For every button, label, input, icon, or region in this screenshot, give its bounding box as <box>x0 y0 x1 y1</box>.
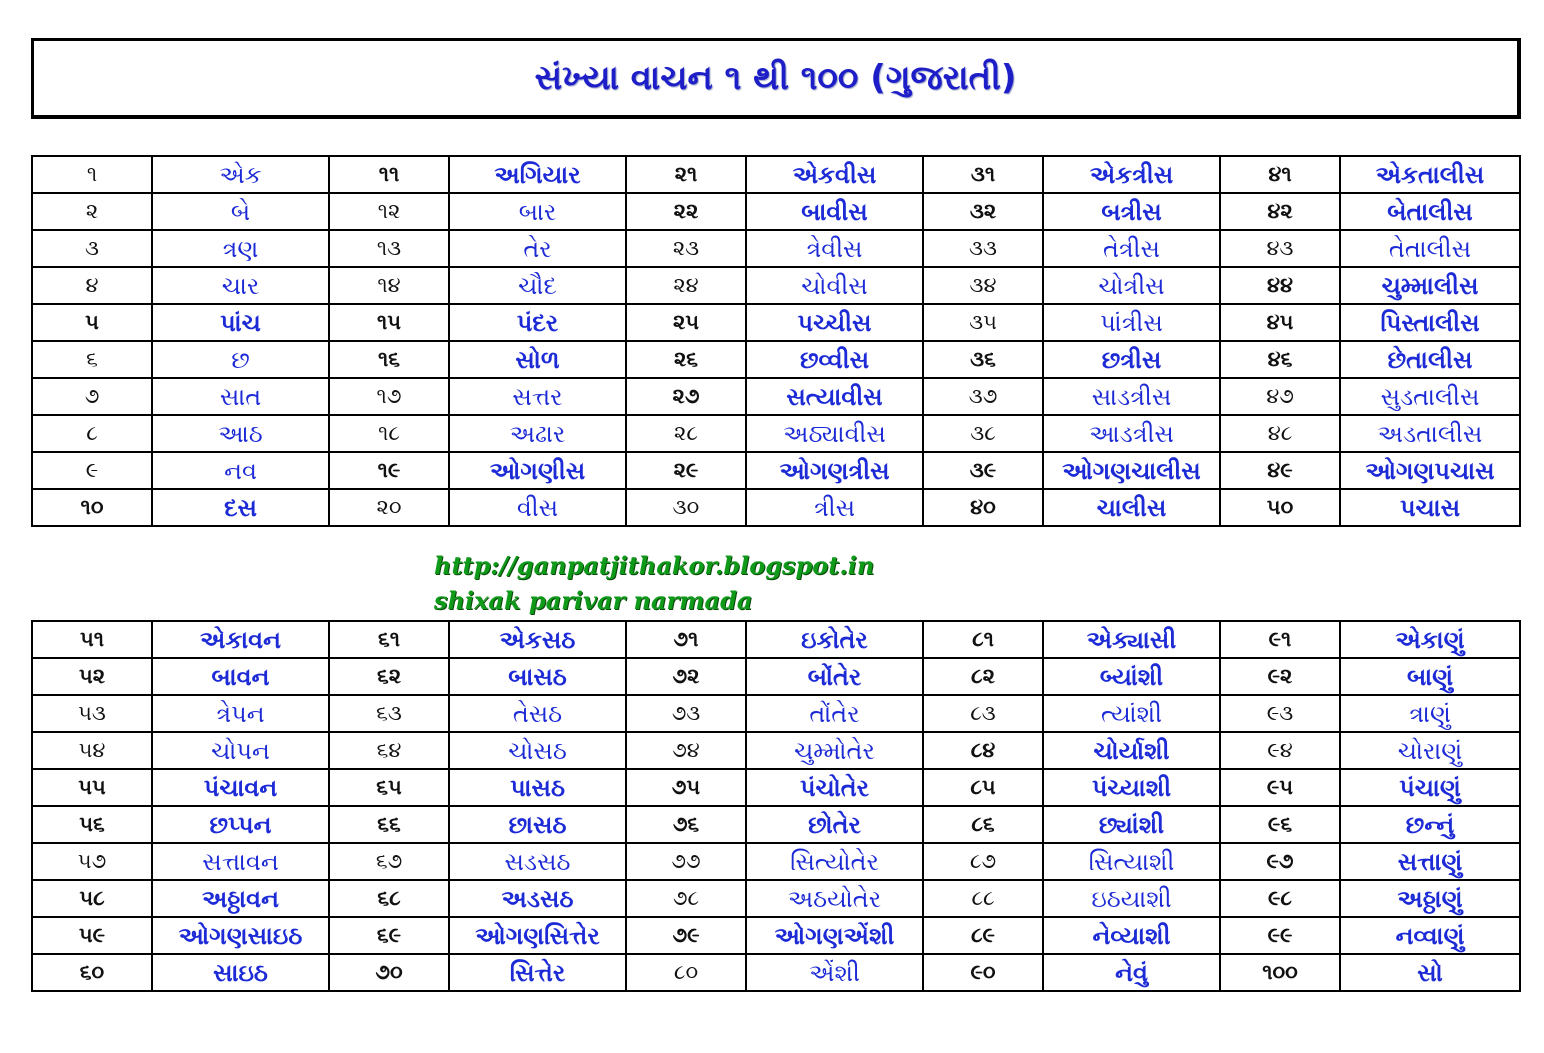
number-cell: ૬ <box>32 341 152 378</box>
number-cell: ૫૫ <box>32 769 152 806</box>
word-cell: પંચાવન <box>152 769 329 806</box>
word-cell: બાવન <box>152 658 329 695</box>
word-cell: પાંત્રીસ <box>1043 304 1220 341</box>
number-cell: ૬૫ <box>329 769 449 806</box>
word-cell: સુડતાલીસ <box>1340 378 1520 415</box>
number-cell: ૭૭ <box>626 843 746 880</box>
word-cell: પંચ્યાશી <box>1043 769 1220 806</box>
table-row <box>32 193 1520 230</box>
table-row <box>32 880 1520 917</box>
number-cell: ૨૨ <box>626 193 746 230</box>
number-cell: ૧૩ <box>329 230 449 267</box>
word-cell: છપ્પન <box>152 806 329 843</box>
number-cell: ૭૪ <box>626 732 746 769</box>
word-cell: પંચાણું <box>1340 769 1520 806</box>
word-cell: છ્યાંશી <box>1043 806 1220 843</box>
number-cell: ૨૦ <box>329 489 449 526</box>
number-cell: ૭૦ <box>329 954 449 991</box>
number-cell: ૭૨ <box>626 658 746 695</box>
table-body <box>32 621 1520 991</box>
table-row <box>32 267 1520 304</box>
number-cell: ૧૦ <box>32 489 152 526</box>
word-cell: સત્યાવીસ <box>746 378 923 415</box>
word-cell: છાસઠ <box>449 806 626 843</box>
number-cell: ૩૬ <box>923 341 1043 378</box>
number-cell: ૮૩ <box>923 695 1043 732</box>
word-cell: બાવીસ <box>746 193 923 230</box>
number-cell: ૫૨ <box>32 658 152 695</box>
word-cell: અઠયોતેર <box>746 880 923 917</box>
page-title: સંખ્યા વાચન ૧ થી ૧૦૦ (ગુજરાતી) <box>534 58 1017 98</box>
number-cell: ૯૭ <box>1220 843 1340 880</box>
word-cell: સો <box>1340 954 1520 991</box>
table-row <box>32 415 1520 452</box>
word-cell: પચ્ચીસ <box>746 304 923 341</box>
word-cell: ત્રેપન <box>152 695 329 732</box>
number-cell: ૯૮ <box>1220 880 1340 917</box>
word-cell: સિત્યાશી <box>1043 843 1220 880</box>
word-cell: ચાલીસ <box>1043 489 1220 526</box>
table-row <box>32 489 1520 526</box>
word-cell: પિસ્તાલીસ <box>1340 304 1520 341</box>
word-cell: બ્યાંશી <box>1043 658 1220 695</box>
table-row <box>32 732 1520 769</box>
word-cell: ચોત્રીસ <box>1043 267 1220 304</box>
number-cell: ૭૧ <box>626 621 746 658</box>
number-cell: ૫૧ <box>32 621 152 658</box>
table-row <box>32 378 1520 415</box>
number-cell: ૮૬ <box>923 806 1043 843</box>
title-box <box>31 38 1521 119</box>
number-cell: ૮૨ <box>923 658 1043 695</box>
number-cell: ૩ <box>32 230 152 267</box>
number-cell: ૮૧ <box>923 621 1043 658</box>
number-cell: ૬૯ <box>329 917 449 954</box>
number-cell: ૨૭ <box>626 378 746 415</box>
word-cell: ચુમ્માલીસ <box>1340 267 1520 304</box>
word-cell: ઇકોતેર <box>746 621 923 658</box>
number-cell: ૩૨ <box>923 193 1043 230</box>
table-row <box>32 843 1520 880</box>
number-cell: ૨ <box>32 193 152 230</box>
number-cell: ૮૫ <box>923 769 1043 806</box>
word-cell: સાત <box>152 378 329 415</box>
table-row <box>32 806 1520 843</box>
number-cell: ૬૩ <box>329 695 449 732</box>
word-cell: ઓગણચાલીસ <box>1043 452 1220 489</box>
number-cell: ૧૦૦ <box>1220 954 1340 991</box>
number-cell: ૧ <box>32 156 152 193</box>
word-cell: ચુમ્મોતેર <box>746 732 923 769</box>
number-cell: ૯૬ <box>1220 806 1340 843</box>
word-cell: ચોવીસ <box>746 267 923 304</box>
number-cell: ૬૭ <box>329 843 449 880</box>
word-cell: ત્રણ <box>152 230 329 267</box>
number-cell: ૩૧ <box>923 156 1043 193</box>
word-cell: તેત્રીસ <box>1043 230 1220 267</box>
word-cell: અગિયાર <box>449 156 626 193</box>
number-cell: ૯૧ <box>1220 621 1340 658</box>
word-cell: છેતાલીસ <box>1340 341 1520 378</box>
number-cell: ૧૪ <box>329 267 449 304</box>
number-cell: ૪૪ <box>1220 267 1340 304</box>
word-cell: પચાસ <box>1340 489 1520 526</box>
word-cell: દસ <box>152 489 329 526</box>
word-cell: આઠ <box>152 415 329 452</box>
number-cell: ૧૧ <box>329 156 449 193</box>
word-cell: એકત્રીસ <box>1043 156 1220 193</box>
word-cell: ઓગણસિત્તેર <box>449 917 626 954</box>
credit-text: shixak parivar narmada <box>434 586 753 615</box>
word-cell: ચોર્યાશી <box>1043 732 1220 769</box>
word-cell: ઓગણસાઇઠ <box>152 917 329 954</box>
word-cell: ઇઠયાશી <box>1043 880 1220 917</box>
word-cell: એક્યાસી <box>1043 621 1220 658</box>
number-cell: ૪૧ <box>1220 156 1340 193</box>
number-cell: ૧૭ <box>329 378 449 415</box>
table-row <box>32 658 1520 695</box>
word-cell: અઠ્ઠાવન <box>152 880 329 917</box>
word-cell: છ <box>152 341 329 378</box>
number-cell: ૨૬ <box>626 341 746 378</box>
word-cell: છત્રીસ <box>1043 341 1220 378</box>
number-cell: ૩૪ <box>923 267 1043 304</box>
word-cell: બાર <box>449 193 626 230</box>
number-cell: ૭૬ <box>626 806 746 843</box>
word-cell: એંશી <box>746 954 923 991</box>
word-cell: એકાણું <box>1340 621 1520 658</box>
number-cell: ૫૯ <box>32 917 152 954</box>
numbers-table-51-to-100 <box>31 620 1521 992</box>
number-cell: ૮ <box>32 415 152 452</box>
word-cell: સોળ <box>449 341 626 378</box>
word-cell: ત્યાંશી <box>1043 695 1220 732</box>
number-cell: ૨૮ <box>626 415 746 452</box>
word-cell: ત્રેવીસ <box>746 230 923 267</box>
number-cell: ૫૮ <box>32 880 152 917</box>
number-cell: ૮૦ <box>626 954 746 991</box>
word-cell: ચોરાણું <box>1340 732 1520 769</box>
word-cell: નેવું <box>1043 954 1220 991</box>
numbers-table-1-to-50 <box>31 155 1521 527</box>
number-cell: ૫ <box>32 304 152 341</box>
number-cell: ૪૦ <box>923 489 1043 526</box>
table-row <box>32 156 1520 193</box>
word-cell: ત્રાણું <box>1340 695 1520 732</box>
number-cell: ૯૦ <box>923 954 1043 991</box>
word-cell: સિત્યોતેર <box>746 843 923 880</box>
word-cell: તોંતેર <box>746 695 923 732</box>
word-cell: ચૌદ <box>449 267 626 304</box>
word-cell: બાસઠ <box>449 658 626 695</box>
number-cell: ૭૯ <box>626 917 746 954</box>
word-cell: અઠ્ઠાણું <box>1340 880 1520 917</box>
word-cell: બે <box>152 193 329 230</box>
number-cell: ૧૬ <box>329 341 449 378</box>
word-cell: પંચોતેર <box>746 769 923 806</box>
word-cell: તેર <box>449 230 626 267</box>
word-cell: તેસઠ <box>449 695 626 732</box>
number-cell: ૧૫ <box>329 304 449 341</box>
number-cell: ૪૫ <box>1220 304 1340 341</box>
table-row <box>32 304 1520 341</box>
word-cell: પાંચ <box>152 304 329 341</box>
number-cell: ૮૯ <box>923 917 1043 954</box>
table-body <box>32 156 1520 526</box>
word-cell: બત્રીસ <box>1043 193 1220 230</box>
word-cell: અડસઠ <box>449 880 626 917</box>
word-cell: ઓગણએંશી <box>746 917 923 954</box>
table-row <box>32 917 1520 954</box>
word-cell: સાઇઠ <box>152 954 329 991</box>
word-cell: સાડત્રીસ <box>1043 378 1220 415</box>
word-cell: સિત્તેર <box>449 954 626 991</box>
word-cell: બોંતેર <box>746 658 923 695</box>
word-cell: બાણું <box>1340 658 1520 695</box>
word-cell: સત્તાણું <box>1340 843 1520 880</box>
number-cell: ૬૮ <box>329 880 449 917</box>
number-cell: ૫૬ <box>32 806 152 843</box>
number-cell: ૬૦ <box>32 954 152 991</box>
number-cell: ૨૯ <box>626 452 746 489</box>
number-cell: ૩૭ <box>923 378 1043 415</box>
number-cell: ૨૪ <box>626 267 746 304</box>
number-cell: ૨૧ <box>626 156 746 193</box>
number-cell: ૩૫ <box>923 304 1043 341</box>
number-cell: ૪૯ <box>1220 452 1340 489</box>
word-cell: અઠ્યાવીસ <box>746 415 923 452</box>
word-cell: સડસઠ <box>449 843 626 880</box>
word-cell: પંદર <box>449 304 626 341</box>
word-cell: પાસઠ <box>449 769 626 806</box>
word-cell: ઓગણપચાસ <box>1340 452 1520 489</box>
number-cell: ૨૩ <box>626 230 746 267</box>
number-cell: ૯૩ <box>1220 695 1340 732</box>
number-cell: ૯૨ <box>1220 658 1340 695</box>
word-cell: એકસઠ <box>449 621 626 658</box>
word-cell: છોતેર <box>746 806 923 843</box>
number-cell: ૫૩ <box>32 695 152 732</box>
word-cell: નવ્વાણું <box>1340 917 1520 954</box>
number-cell: ૧૯ <box>329 452 449 489</box>
table-row <box>32 452 1520 489</box>
number-cell: ૫૪ <box>32 732 152 769</box>
word-cell: એકતાલીસ <box>1340 156 1520 193</box>
number-cell: ૭ <box>32 378 152 415</box>
table-row <box>32 230 1520 267</box>
number-cell: ૪૭ <box>1220 378 1340 415</box>
table-row <box>32 769 1520 806</box>
word-cell: અઢાર <box>449 415 626 452</box>
word-cell: ત્રીસ <box>746 489 923 526</box>
number-cell: ૬૧ <box>329 621 449 658</box>
word-cell: ચોસઠ <box>449 732 626 769</box>
table-row <box>32 954 1520 991</box>
word-cell: છવ્વીસ <box>746 341 923 378</box>
number-cell: ૯ <box>32 452 152 489</box>
number-cell: ૬૪ <box>329 732 449 769</box>
number-cell: ૯૯ <box>1220 917 1340 954</box>
word-cell: બેતાલીસ <box>1340 193 1520 230</box>
number-cell: ૩૮ <box>923 415 1043 452</box>
word-cell: સત્તર <box>449 378 626 415</box>
number-cell: ૬૬ <box>329 806 449 843</box>
word-cell: છન્નું <box>1340 806 1520 843</box>
word-cell: એક <box>152 156 329 193</box>
word-cell: ઓગણીસ <box>449 452 626 489</box>
number-cell: ૯૪ <box>1220 732 1340 769</box>
word-cell: અડતાલીસ <box>1340 415 1520 452</box>
number-cell: ૯૫ <box>1220 769 1340 806</box>
word-cell: ઓગણત્રીસ <box>746 452 923 489</box>
number-cell: ૧૨ <box>329 193 449 230</box>
number-cell: ૭૩ <box>626 695 746 732</box>
number-cell: ૪૬ <box>1220 341 1340 378</box>
word-cell: એકવીસ <box>746 156 923 193</box>
table-row <box>32 621 1520 658</box>
number-cell: ૭૮ <box>626 880 746 917</box>
word-cell: ચાર <box>152 267 329 304</box>
word-cell: ચોપન <box>152 732 329 769</box>
table-row <box>32 695 1520 732</box>
number-cell: ૨૫ <box>626 304 746 341</box>
word-cell: એકાવન <box>152 621 329 658</box>
word-cell: નવ <box>152 452 329 489</box>
number-cell: ૮૪ <box>923 732 1043 769</box>
number-cell: ૬૨ <box>329 658 449 695</box>
word-cell: સત્તાવન <box>152 843 329 880</box>
table-row <box>32 341 1520 378</box>
word-cell: નેવ્યાશી <box>1043 917 1220 954</box>
number-cell: ૩૩ <box>923 230 1043 267</box>
number-cell: ૪૨ <box>1220 193 1340 230</box>
number-cell: ૩૯ <box>923 452 1043 489</box>
word-cell: આડત્રીસ <box>1043 415 1220 452</box>
number-cell: ૩૦ <box>626 489 746 526</box>
number-cell: ૭૫ <box>626 769 746 806</box>
number-cell: ૫૦ <box>1220 489 1340 526</box>
number-cell: ૮૭ <box>923 843 1043 880</box>
number-cell: ૧૮ <box>329 415 449 452</box>
word-cell: વીસ <box>449 489 626 526</box>
number-cell: ૫૭ <box>32 843 152 880</box>
number-cell: ૮૮ <box>923 880 1043 917</box>
number-cell: ૪૩ <box>1220 230 1340 267</box>
number-cell: ૪૮ <box>1220 415 1340 452</box>
blog-url: http://ganpatjithakor.blogspot.in <box>434 551 875 580</box>
number-cell: ૪ <box>32 267 152 304</box>
word-cell: તેતાલીસ <box>1340 230 1520 267</box>
